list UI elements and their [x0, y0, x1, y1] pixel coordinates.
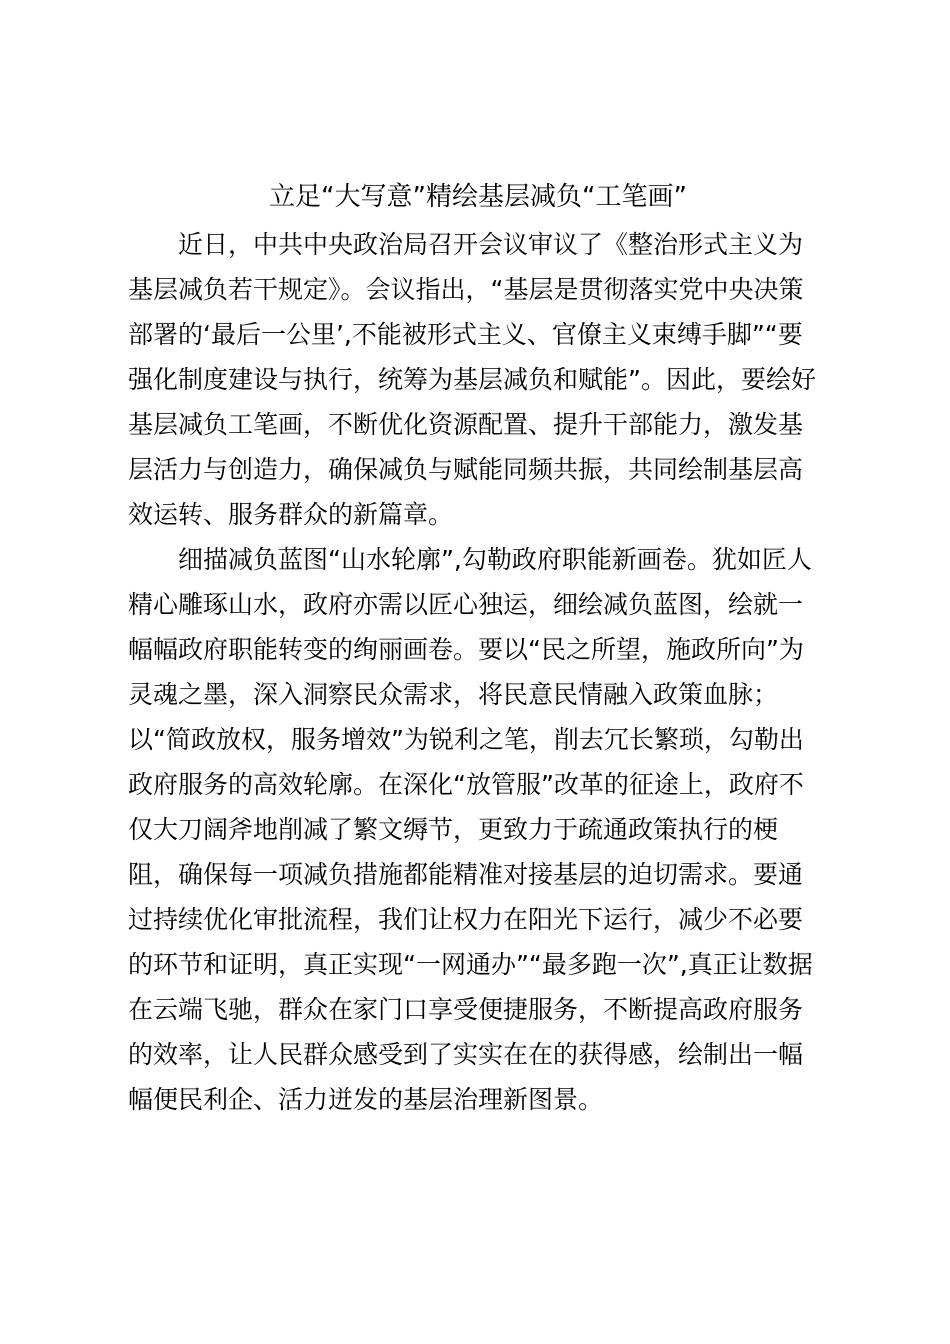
text-line: 幅便民利企、活力迸发的基层治理新图景。 [128, 1085, 604, 1114]
text-line: 政府服务的高效轮廓。在深化“放管服”改革的征途上，政府不 [128, 770, 804, 799]
document-body [128, 222, 832, 1122]
text-line: 阻，确保每一项减负措施都能精准对接基层的迫切需求。要通 [128, 860, 804, 889]
text-line: 基层减负若干规定》。会议指出，“基层是贯彻落实党中央决策 [128, 275, 804, 304]
text-line: 幅幅政府职能转变的绚丽画卷。要以“民之所望，施政所向”为 [128, 635, 804, 664]
paragraph-1 [128, 222, 832, 537]
text-line: 过持续优化审批流程，我们让权力在阳光下运行，减少不必要 [128, 905, 804, 934]
text-line: 近日，中共中央政治局召开会议审议了《整治形式主义为 [178, 230, 804, 259]
text-line: 部署的‘最后一公里’,不能被形式主义、官僚主义束缚手脚”“要 [128, 320, 803, 349]
text-line: 的效率，让人民群众感受到了实实在在的获得感，绘制出一幅 [128, 1040, 804, 1069]
paragraph-2 [128, 537, 832, 1122]
text-line: 基层减负工笔画，不断优化资源配置、提升干部能力，激发基 [128, 410, 804, 439]
text-line: 灵魂之墨，深入洞察民众需求，将民意民情融入政策血脉； [128, 680, 779, 709]
text-line: 效运转、服务群众的新篇章。 [128, 500, 454, 529]
text-line: 在云端飞驰，群众在家门口享受便捷服务，不断提高政府服务 [128, 995, 804, 1024]
text-line: 强化制度建设与执行，统筹为基层减负和赋能”。因此，要绘好 [128, 365, 816, 394]
text-line: 以“简政放权，服务增效”为锐利之笔，削去冗长繁琐，勾勒出 [128, 725, 804, 754]
text-line: 层活力与创造力，确保减负与赋能同频共振，共同绘制基层高 [128, 455, 804, 484]
text-line: 仅大刀阔斧地削减了繁文缛节，更致力于疏通政策执行的梗 [128, 815, 779, 844]
document-title: 立足“大写意”精绘基层减负“工笔画” [269, 182, 687, 212]
text-line: 的环节和证明，真正实现“一网通办”“最多跑一次”,真正让数据 [128, 950, 813, 979]
text-line: 细描减负蓝图“山水轮廓”,勾勒政府职能新画卷。犹如匠人 [178, 545, 812, 574]
text-line: 精心雕琢山水，政府亦需以匠心独运，细绘减负蓝图，绘就一 [128, 590, 804, 619]
